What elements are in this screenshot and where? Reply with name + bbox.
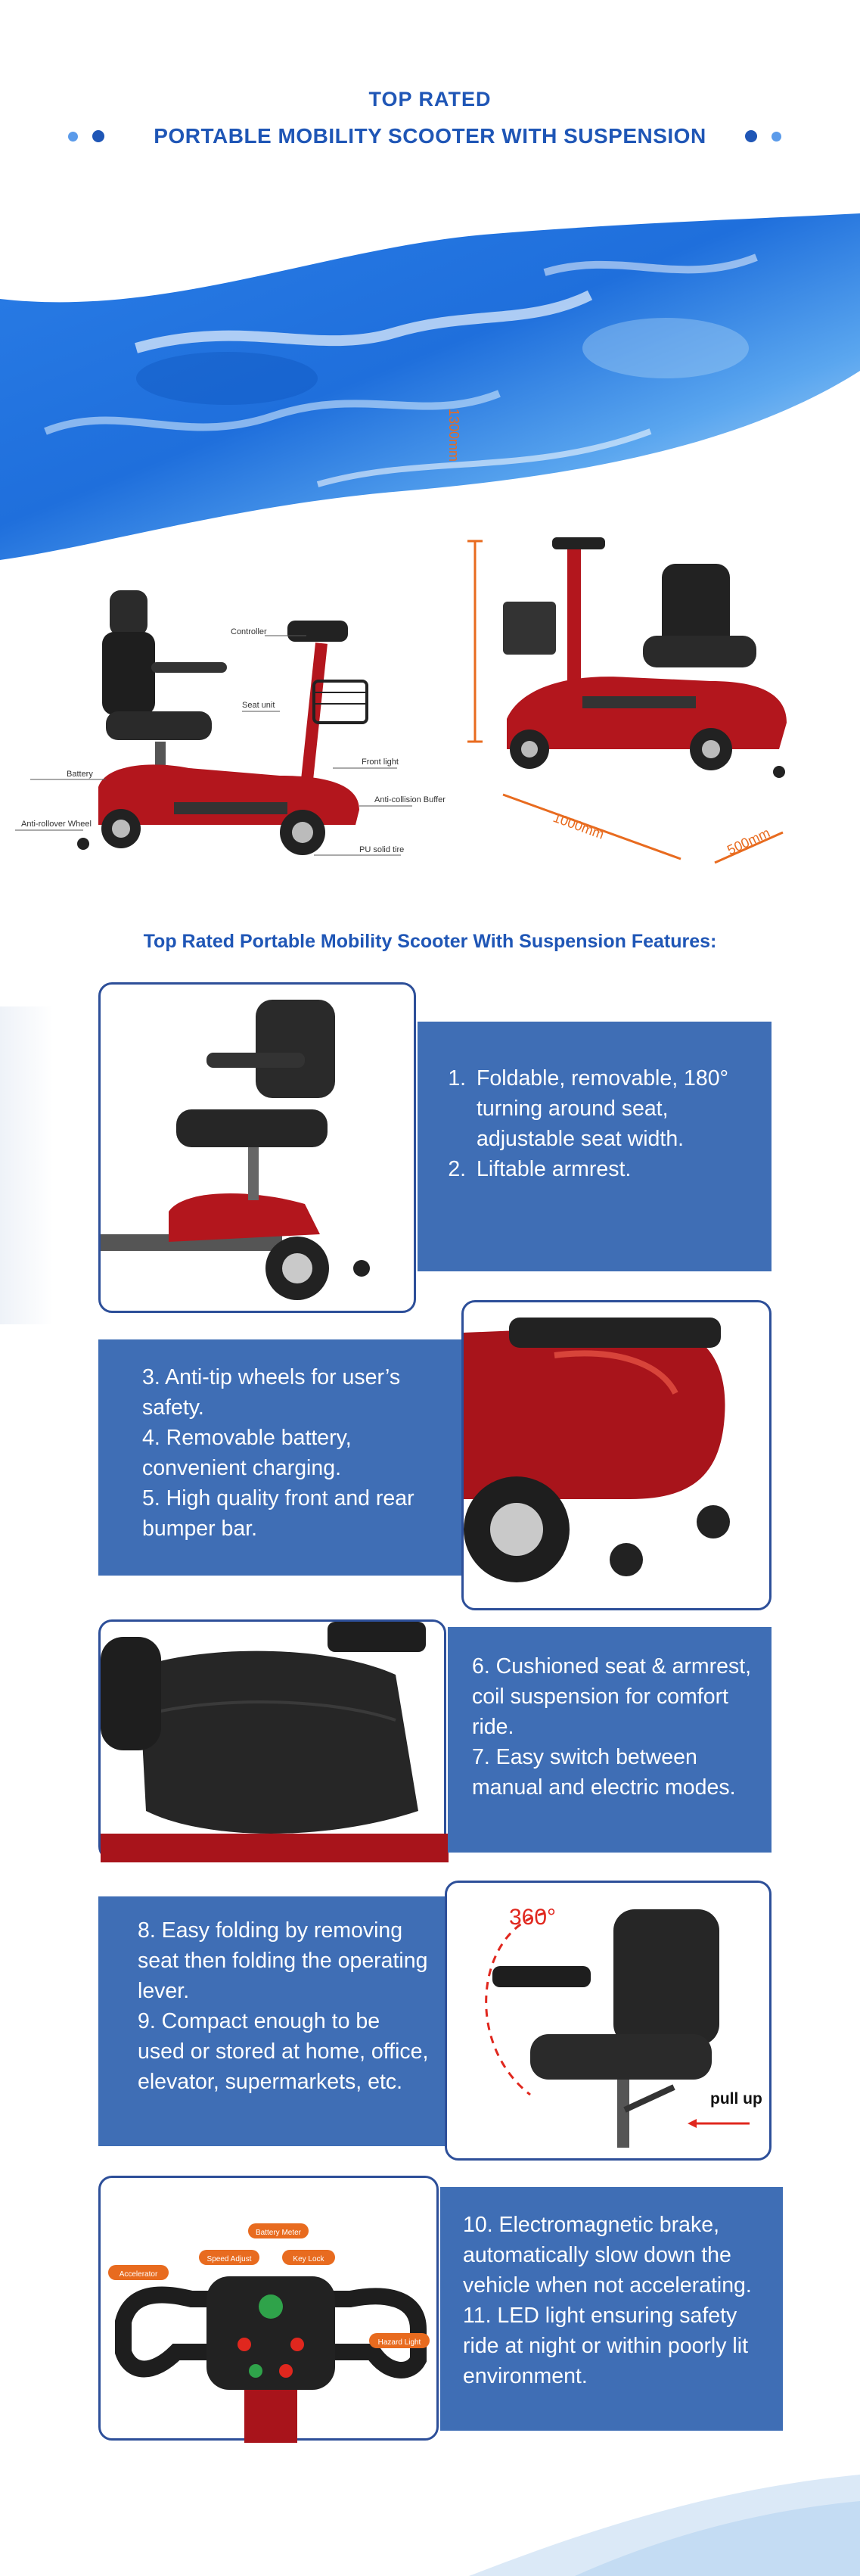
feature-card-5: [440, 2187, 783, 2431]
scooter-parts-diagram: [15, 560, 446, 878]
feature-card-3: [448, 1627, 772, 1853]
panel-label-speed-adjust: Speed Adjust: [206, 2255, 252, 2263]
decor-dot: [745, 130, 757, 142]
feature-item: 11. LED light ensuring safety ride at night or within poorly lit environment.: [463, 2304, 749, 2388]
label-controller: Controller: [231, 627, 267, 636]
label-anti-rollover: Anti-rollover Wheel: [21, 820, 92, 829]
dim-height-label: 1300mm: [446, 409, 461, 462]
feature-item: 6. Cushioned seat & armrest, coil suspension for comfort ride.: [472, 1654, 752, 1739]
blue-wave-banner: [0, 204, 860, 568]
feature-item: 8. Easy folding by removing seat then folding the operating lever.: [138, 1918, 428, 2003]
feature-card-4: [98, 1896, 446, 2146]
feature-card-1: [418, 1022, 772, 1271]
panel-label-hazard-light: Hazard Light: [377, 2338, 421, 2347]
feature-image-cushioned-seat: [98, 1619, 446, 1860]
feature-item: 10. Electromagnetic brake, automatically slow down the vehicle when not accelerating.: [463, 2213, 752, 2298]
panel-label-accelerator: Accelerator: [119, 2270, 158, 2279]
pull-up-label: pull up: [710, 2090, 762, 2108]
feature-image-bumper-wheels: [461, 1300, 772, 1610]
features-title: Top Rated Portable Mobility Scooter With Suspension Features:: [143, 931, 717, 952]
decor-dot: [772, 132, 781, 142]
header-subtitle: PORTABLE MOBILITY SCOOTER WITH SUSPENSION: [154, 124, 706, 148]
decor-faded-panel: [0, 1006, 53, 1324]
feature-image-seat-turning: [98, 982, 416, 1313]
dim-width-label: 500mm: [725, 825, 773, 858]
feature-item: 9. Compact enough to be used or stored at home, office, elevator, supermarkets, etc.: [138, 2009, 429, 2094]
label-seat-unit: Seat unit: [242, 701, 275, 710]
decor-corner-wave: [0, 2444, 860, 2576]
feature-item: 3. Anti-tip wheels for user’s safety.: [142, 1365, 401, 1420]
feature-item: 4. Removable battery, convenient charging.: [142, 1426, 352, 1480]
feature-image-folding-seat: [445, 1881, 772, 2161]
feature-card-2: [98, 1339, 461, 1576]
label-front-light: Front light: [362, 758, 399, 767]
feature-item: 2. Liftable armrest.: [472, 1154, 741, 1184]
feature-image-control-panel: [98, 2176, 439, 2441]
dim-length-label: 1000mm: [551, 809, 607, 842]
page-header: [0, 0, 860, 182]
feature-item: 1. Foldable, removable, 180° turning around seat, adjustable seat width.: [472, 1063, 741, 1154]
feature-item: 5. High quality front and rear bumper bar.: [142, 1486, 414, 1541]
header-title: TOP RATED: [368, 88, 492, 110]
scooter-dimensions-diagram: [446, 409, 802, 885]
label-anti-collision: Anti-collision Buffer: [374, 795, 446, 804]
rotation-label: 360°: [509, 1905, 557, 1930]
panel-label-battery-meter: Battery Meter: [255, 2229, 302, 2237]
label-pu-tire: PU solid tire: [359, 845, 405, 854]
feature-item: 7. Easy switch between manual and electric modes.: [472, 1745, 736, 1800]
panel-label-key-lock: Key Lock: [293, 2255, 324, 2263]
label-battery: Battery: [67, 770, 93, 779]
